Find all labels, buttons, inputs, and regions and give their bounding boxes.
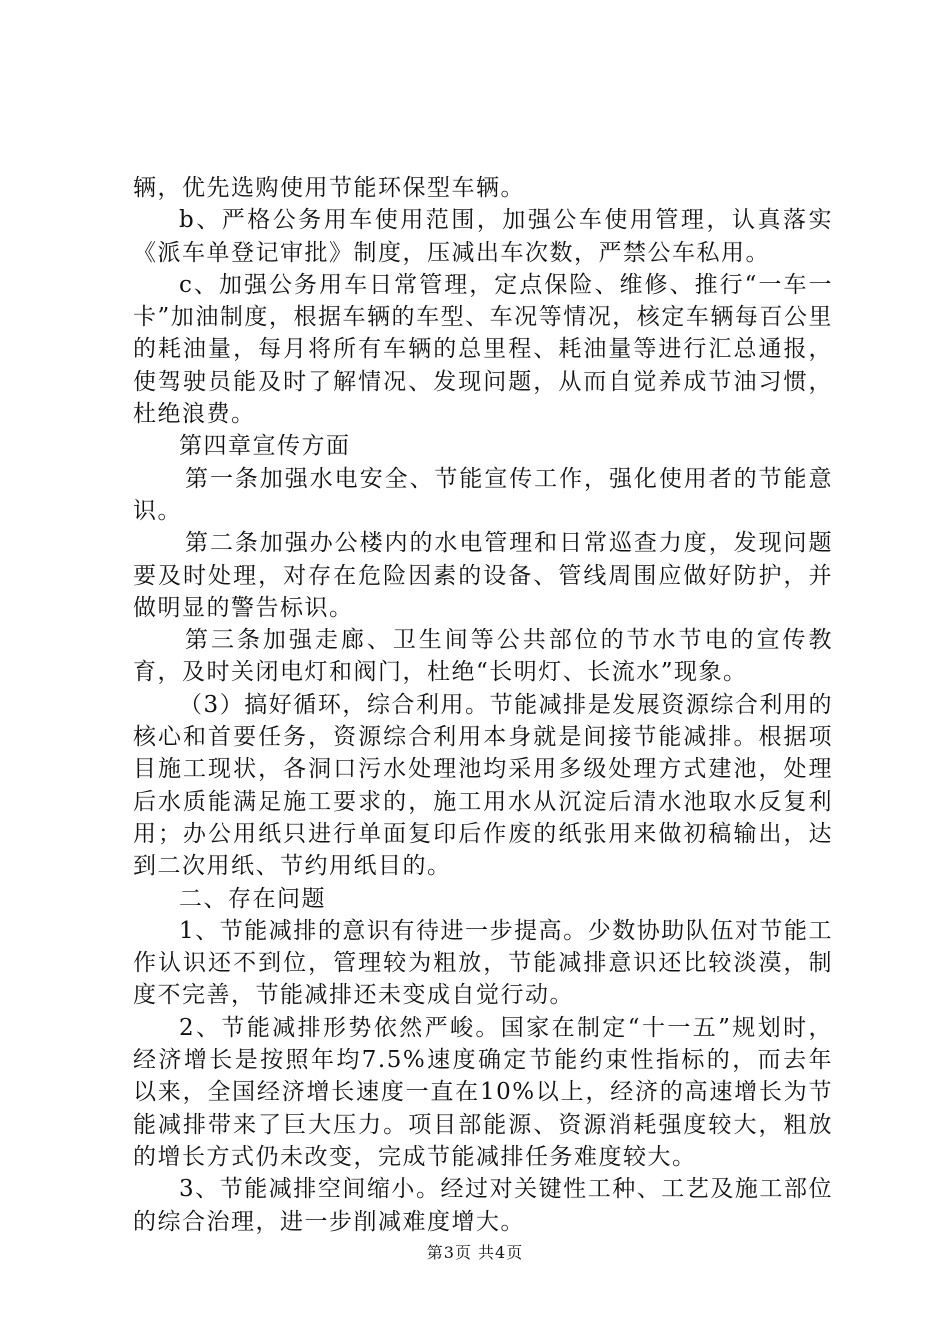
paragraph-1: 辆，优先选购使用节能环保型车辆。 <box>133 175 525 201</box>
paragraph-article-3: 第三条加强走廊、卫生间等公共部位的节水节电的宣传教育，及时关闭电灯和阀门，杜绝“长明灯、长流水”现象。 <box>133 627 833 686</box>
page-footer: 第3页 共4页 <box>426 1243 524 1262</box>
document-body <box>133 172 833 1238</box>
section-heading-problems: 二、存在问题 <box>179 885 326 912</box>
paragraph-recycling: （3）搞好循环，综合利用。节能减排是发展资源综合利用的核心和首要任务，资源综合利用本身就是间接节能减排。根据项目施工现状，各洞口污水处理池均采用多级处理方式建池，处理后水质能满足施工要求的，施工用水从沉淀后清水池取水反复利用；办公用纸只进行单面复印后作废的纸张用来做初稿输出，达到二次用纸、节约用纸目的。 <box>133 691 833 880</box>
chapter-heading: 第四章宣传方面 <box>179 433 351 460</box>
paragraph-3: c、加强公务用车日常管理，定点保险、维修、推行“一车一卡”加油制度，根据车辆的车型、车况等情况，核定车辆每百公里的耗油量，每月将所有车辆的总里程、耗油量等进行汇总通报，使驾驶员能及时了解情况、发现问题，从而自觉养成节油习惯，杜绝浪费。 <box>133 271 833 428</box>
paragraph-article-1: 第一条加强水电安全、节能宣传工作，强化使用者的节能意识。 <box>133 465 833 524</box>
paragraph-problem-2: 2、节能减排形势依然严峻。国家在制定“十一五”规划时，经济增长是按照年均7.5%速度确定节能约束性指标的，而去年以来，全国经济增长速度一直在10%以上，经济的高速增长为节能减排带来了巨大压力。项目部能源、资源消耗强度较大，粗放的增长方式仍未改变，完成节能减排任务难度较大。 <box>133 1014 833 1170</box>
paragraph-2: b、严格公务用车使用范围，加强公车使用管理，认真落实《派车单登记审批》制度，压减出车次数，严禁公车私用。 <box>133 207 833 266</box>
paragraph-problem-3: 3、节能减排空间缩小。经过对关键性工种、工艺及施工部位的综合治理，进一步削减难度增大。 <box>133 1176 833 1235</box>
paragraph-problem-1: 1、节能减排的意识有待进一步提高。少数协助队伍对节能工作认识还不到位，管理较为粗放，节能减排意识还比较淡漠，制度不完善，节能减排还未变成自觉行动。 <box>133 917 833 1009</box>
paragraph-article-2: 第二条加强办公楼内的水电管理和日常巡查力度，发现问题要及时处理，对存在危险因素的设备、管线周围应做好防护，并做明显的警告标识。 <box>133 530 833 621</box>
